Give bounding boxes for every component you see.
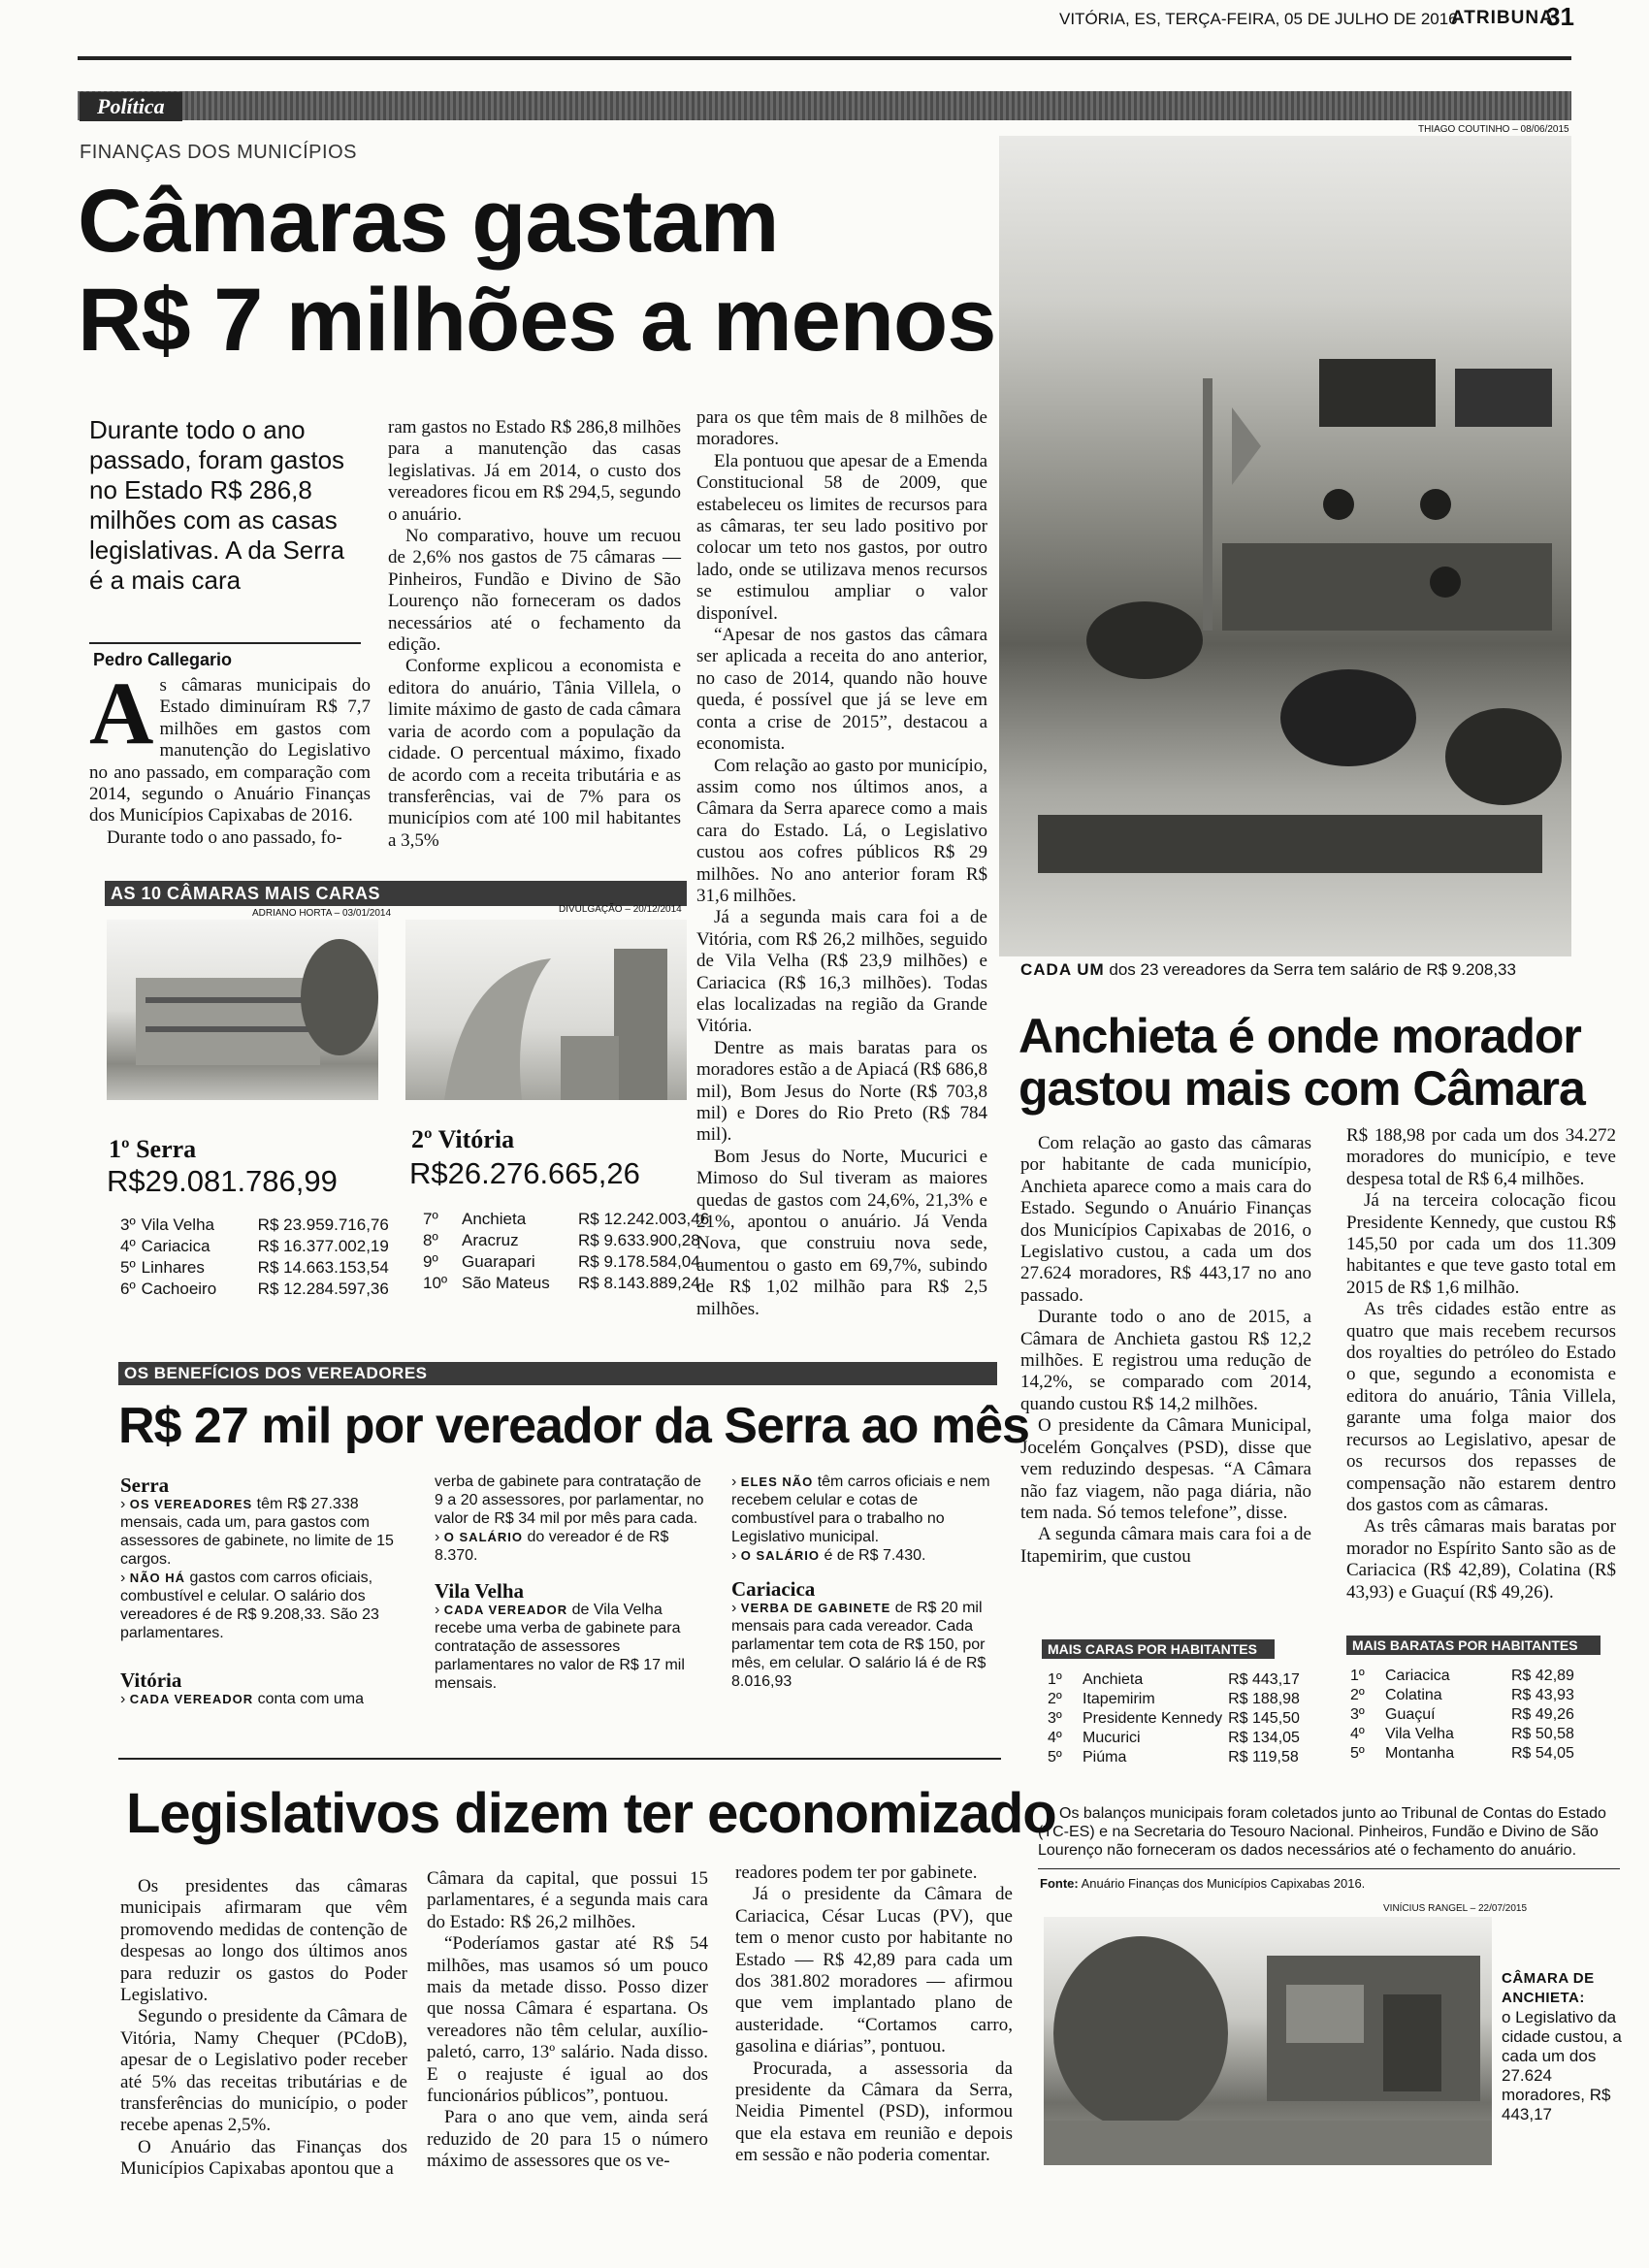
main-headline-line2: R$ 7 milhões a menos: [78, 271, 996, 370]
main-col3-p5: Já a segunda mais cara foi a de Vitória, com R$ 26,2 milhões, seguido de Vila Velha (R$ 23,9 milhões) e Cariacica (R$ 16,3 milhões). Todas elas localizadas na região da Grande Vitória.: [696, 907, 987, 1037]
source-line: [1040, 1876, 1365, 1891]
vitoria-item-1-cont: verba de gabinete para contratação de 9 a 20 assessores, por parlamentar, no valor de R$ 34 mil por mês para cada.: [435, 1474, 704, 1527]
anchieta-photo-caption: [1502, 1969, 1628, 2124]
main-photo-caption-lead: CADA UM: [1020, 960, 1105, 979]
vv-item-3: › O SALÁRIO é de R$ 7.430.: [731, 1547, 926, 1564]
table-row: 3º Guaçuí R$ 49,26: [1350, 1706, 1574, 1723]
table-row: 3º Vila Velha R$ 23.959.716,76: [120, 1215, 389, 1234]
beneficios-col-1: [120, 1476, 402, 1708]
anchieta-headline-line1: Anchieta é onde morador: [1018, 1009, 1581, 1063]
baratas-list: [1350, 1667, 1580, 1764]
beneficios-headline: R$ 27 mil por vereador da Serra ao mês: [118, 1398, 1029, 1454]
anchieta-col1-p2: Durante todo o ano de 2015, a Câmara de Anchieta gastou R$ 12,2 milhões. E registrou uma redução de 14,2%, se comparado com 2014, quando custou R$ 14,2 milhões.: [1020, 1307, 1311, 1414]
main-col3-p7: Bom Jesus do Norte, Mucurici e Mimoso do Sul tiveram as maiores quedas de gastos com 24,6%, 21,3% e 21%, apontou o anuário. Já Venda Nova, que construiu nova sede, aumentou o gasto em 69,7%, subindo de R$ 1,02 milhão para R$ 2,5 milhões.: [696, 1146, 987, 1319]
top10-right-list: [423, 1209, 715, 1294]
dropcap: A: [89, 664, 154, 762]
data-note: Os balanços municipais foram coletados junto ao Tribunal de Contas do Estado (TC-ES) e na Secretaria do Tesouro Nacional. Pinheiros, Fundão e Divino de São Lourenço não forneceram os dados necessários até o fechamento do anuário.: [1038, 1805, 1606, 1859]
anchieta-col2-p3: As três cidades estão entre as quatro que mais recebem recursos dos royalties do petróleo do Estado o que, segundo a economista e editora do anuário, Tânia Villela, garante uma folga maior dos recursos ao Legislativo, apesar de os recursos dos repasses de compensação não estarem dentro dos gastos com as câmaras.: [1346, 1299, 1616, 1515]
table-row: 2º Itapemirim R$ 188,98: [1048, 1691, 1300, 1707]
vv-title: Vila Velha: [435, 1579, 524, 1603]
serra-title: Serra: [120, 1474, 170, 1497]
section-tag: Política: [80, 92, 182, 121]
legis-col2-p3: Para o ano que vem, ainda será reduzido de 20 para 15 o número máximo de assessores que os ve-: [427, 2107, 708, 2172]
main-col-1: [89, 664, 371, 849]
table-row: 1º Anchieta R$ 443,17: [1048, 1671, 1300, 1688]
legislativos-col-2: [427, 1868, 708, 2173]
legislativos-headline: Legislativos dizem ter economizado: [126, 1782, 1056, 1845]
note-rule: [1038, 1868, 1620, 1869]
section-divider: [118, 1758, 1001, 1760]
vitoria-item-1: › CADA VEREADOR conta com uma: [120, 1691, 364, 1707]
anchieta-photo-caption-text: o Legislativo da cidade custou, a cada um dos 27.624 moradores, R$ 443,17: [1502, 2008, 1622, 2123]
paper-name: ATRIBUNA: [1451, 8, 1554, 28]
byline: Pedro Callegario: [93, 650, 233, 669]
legis-col2-p1: Câmara da capital, que possui 15 parlamentares, é a segunda mais cara do Estado: R$ 26,2 milhões.: [427, 1868, 708, 1932]
first-value: R$29.081.786,99: [107, 1164, 338, 1198]
top10-left-list: [120, 1215, 395, 1300]
legis-col1-p2: Segundo o presidente da Câmara de Vitória, Namy Chequer (PCdoB), apesar de o Legislativo poder receber até 5% das receitas tributárias e de transferências do município, o poder recebe apenas 2,5%.: [120, 2006, 407, 2136]
top-rule: [78, 56, 1571, 60]
table-row: 4º Mucurici R$ 134,05: [1048, 1730, 1300, 1746]
vv-item-2: › ELES NÃO têm carros oficiais e nem recebem celular e cotas de combustível para o trabalho no Legislativo municipal.: [731, 1474, 990, 1545]
caras-bar: MAIS CARAS POR HABITANTES: [1042, 1639, 1275, 1659]
vitoria-chamber-photo: [405, 920, 687, 1100]
main-col3-p1: para os que têm mais de 8 milhões de moradores.: [696, 407, 987, 450]
anchieta-col2-p1: R$ 188,98 por cada um dos 34.272 moradores do município, e teve despesa total de R$ 6,4 milhões.: [1346, 1125, 1616, 1189]
top10-credit-left: ADRIANO HORTA – 03/01/2014: [252, 908, 392, 919]
anchieta-col1-p4: A segunda câmara mais cara foi a de Itapemirim, que custou: [1020, 1524, 1311, 1567]
legis-col1-p3: O Anuário das Finanças dos Municípios Capixabas apontou que a: [120, 2136, 407, 2180]
caras-list: [1048, 1670, 1306, 1767]
baratas-bar: MAIS BARATAS POR HABITANTES: [1346, 1636, 1600, 1655]
main-col3-p6: Dentre as mais baratas para os moradores estão a de Apiacá (R$ 686,8 mil), Bom Jesus do Norte (R$ 703,8 mil) e Dores do Rio Preto (R$ 784 mil).: [696, 1037, 987, 1146]
main-col2-p2: No comparativo, houve um recuou de 2,6% nos gastos de 75 câmaras — Pinheiros, Fundão e Divino de São Lourenço não forneceram os dados necessários até o fechamento da edição.: [388, 526, 681, 656]
anchieta-chamber-photo: [1044, 1917, 1492, 2165]
table-row: 5º Piúma R$ 119,58: [1048, 1749, 1299, 1766]
main-col-2: [388, 417, 681, 852]
legis-col3-p3: Procurada, a assessoria da presidente da Câmara da Serra, Neidia Pimentel (PSD), informou que ela estava em reunião e depois em sessão e não poderia comentar.: [735, 2057, 1013, 2166]
main-col1-p1: s câmaras municipais do Estado diminuíram R$ 7,7 milhões em gastos com manutenção do Legislativo no ano passado, em comparação com 2014, segundo o Anuário Finanças dos Municípios Capixabas de 2016.: [89, 675, 371, 826]
top10-credit-right: DIVULGAÇÃO – 20/12/2014: [559, 904, 682, 915]
table-row: 7º Anchieta R$ 12.242.003,46: [423, 1210, 710, 1228]
table-row: 9º Guarapari R$ 9.178.584,04: [423, 1252, 700, 1271]
cariacica-item-1: › VERBA DE GABINETE de R$ 20 mil mensais para cada vereador. Cada parlamentar tem cota de R$ 150, por mês, em celular. O salário lá é de R$ 8.016,93: [731, 1600, 986, 1690]
anchieta-col2-p4: As três câmaras mais baratas por morador no Espírito Santo são as de Cariacica (R$ 42,89), Colatina (R$ 43,93) e Guaçuí (R$ 49,26).: [1346, 1516, 1616, 1603]
source-label: Fonte:: [1040, 1876, 1079, 1891]
vitoria-item-2: › O SALÁRIO do vereador é de R$ 8.370.: [435, 1529, 669, 1564]
legis-col3-p2: Já o presidente da Câmara de Cariacica, César Lucas (PV), que tem o menor custo por habitante no Estado — R$ 42,89 para cada um dos 381.802 moradores — afirmou que vem implantado plano de austeridade. “Cortamos carro, gasolina e diárias”, pontuou.: [735, 1884, 1013, 2057]
page-number: 31: [1546, 2, 1574, 31]
main-col1-p2: Durante todo o ano passado, fo-: [107, 826, 342, 848]
table-row: 1º Cariacica R$ 42,89: [1350, 1668, 1574, 1684]
table-row: 4º Cariacica R$ 16.377.002,19: [120, 1237, 389, 1255]
beneficios-col-2: [435, 1473, 706, 1693]
beneficios-bar: OS BENEFÍCIOS DOS VEREADORES: [118, 1362, 997, 1385]
serra-chamber-photo: [107, 920, 378, 1100]
anchieta-headline-line2: gastou mais com Câmara: [1018, 1061, 1585, 1116]
deck: Durante todo o ano passado, foram gastos no Estado R$ 286,8 milhões com as casas legislativas. A da Serra é a mais cara: [89, 415, 345, 595]
main-col-3: [696, 407, 987, 1320]
table-row: 6º Cachoeiro R$ 12.284.597,36: [120, 1280, 389, 1298]
table-row: 3º Presidente Kennedy R$ 145,50: [1048, 1710, 1300, 1727]
legislativos-col-3: [735, 1863, 1013, 2167]
second-rank: 2º Vitória: [411, 1125, 515, 1153]
vitoria-title: Vitória: [120, 1669, 182, 1692]
cariacica-title: Cariacica: [731, 1577, 816, 1601]
anchieta-col-1: [1020, 1133, 1311, 1568]
date-line: VITÓRIA, ES, TERÇA-FEIRA, 05 DE JULHO DE 2016: [1059, 10, 1458, 28]
table-row: 5º Linhares R$ 14.663.153,54: [120, 1258, 389, 1277]
legis-col2-p2: “Poderíamos gastar até R$ 54 milhões, mas usamos só um pouco mais da metade disso. Posso dizer que nossa Câmara é espartana. Os vereadores não têm celular, auxílio-paletó, carro, 13º salário. Nada disso. E o reajuste é igual ao dos funcionários públicos”, pontuou.: [427, 1933, 708, 2107]
table-row: 4º Vila Velha R$ 50,58: [1350, 1726, 1574, 1742]
main-headline-line1: Câmaras gastam: [78, 172, 779, 271]
anchieta-col1-p1: Com relação ao gasto das câmaras por habitante de cada município, Anchieta aparece como a mais cara do Estado. Segundo o Anuário Finanças dos Municípios Capixabas de 2016, o Legislativo custou, a cada um dos 27.624 moradores, R$ 443,17 no ano passado.: [1020, 1133, 1311, 1306]
anchieta-col1-p3: O presidente da Câmara Municipal, Jocelém Gonçalves (PSD), disse que vem reduzindo despesas. “A Câmara não faz viagem, não paga diária, não tem nada. Só temos telefone”, disse.: [1020, 1415, 1311, 1523]
anchieta-photo-caption-title: CÂMARA DE ANCHIETA:: [1502, 1970, 1595, 2006]
photo-credit-top: THIAGO COUTINHO – 08/06/2015: [1418, 124, 1569, 135]
main-col3-p2: Ela pontuou que apesar de a Emenda Constitucional 58 de 2009, que estabeleceu os limites de recursos para as câmaras, ter seu lado positivo por colocar um teto nos gastos, por outro lado, onde se utilizava menos recursos se estimulou ampliar o valor disponível.: [696, 450, 987, 624]
anchieta-col2-p2: Já na terceira colocação ficou Presidente Kennedy, que custou R$ 145,50 por cada um dos 11.309 habitantes e que teve gasto total em 2015 de R$ 1,6 milhão.: [1346, 1190, 1616, 1298]
table-row: 2º Colatina R$ 43,93: [1350, 1687, 1574, 1703]
first-rank: 1º Serra: [109, 1135, 197, 1163]
main-col2-p1: ram gastos no Estado R$ 286,8 milhões para a manutenção das casas legislativas. Já em 2014, o custo dos vereadores ficou em R$ 294,5, segundo o anuário.: [388, 417, 681, 525]
legislativos-col-1: [120, 1876, 407, 2181]
vv-item-1: › CADA VEREADOR de Vila Velha recebe uma verba de gabinete para contratação de assessores parlamentares no valor de R$ 17 mil mensais.: [435, 1602, 685, 1692]
legis-col3-p1: readores podem ter por gabinete.: [735, 1863, 978, 1883]
legis-col1-p1: Os presidentes das câmaras municipais afirmaram que vêm promovendo medidas de contenção de despesas ao longo dos últimos anos para reduzir os gastos do Poder Legislativo.: [120, 1876, 407, 2006]
main-photo-council-chamber: [999, 136, 1571, 956]
table-row: 8º Aracruz R$ 9.633.900,28: [423, 1231, 700, 1249]
main-col3-p3: “Apesar de nos gastos das câmara ser aplicada a receita do ano anterior, no caso de 2014, quando não houve queda, é possível que já se leve em conta a crise de 2015”, destacou a economista.: [696, 625, 987, 755]
serra-item-2: › NÃO HÁ gastos com carros oficiais, combustível e celular. O salário dos vereadores é de R$ 9.208,33. São 23 parlamentares.: [120, 1570, 379, 1641]
top10-bar: AS 10 CÂMARAS MAIS CARAS: [105, 881, 687, 906]
table-row: 10º São Mateus R$ 8.143.889,24: [423, 1274, 700, 1292]
main-col2-p3: Conforme explicou a economista e editora do anuário, Tânia Villela, o limite máximo de gasto de cada câmara varia de acordo com a população da cidade. O percentual máximo, fixado de acordo com a receita tributária e as transferências, vai de 7% para os municípios com até 100 mil habitantes a 3,5%: [388, 656, 681, 851]
anchieta-col-2: [1346, 1125, 1616, 1604]
main-col3-p4: Com relação ao gasto por município, assim como nos últimos anos, a Câmara da Serra aparece como a mais cara do Estado. Lá, o Legislativo custou aos cofres públicos R$ 29 milhões. No ano anterior foram R$ 31,6 milhões.: [696, 755, 987, 906]
main-photo-caption: [1020, 960, 1564, 980]
second-value: R$26.276.665,26: [409, 1156, 640, 1190]
table-row: 5º Montanha R$ 54,05: [1350, 1745, 1574, 1762]
source-text: Anuário Finanças dos Municípios Capixabas 2016.: [1081, 1876, 1366, 1891]
byline-rule: [89, 642, 361, 644]
main-photo-caption-text: dos 23 vereadores da Serra tem salário de R$ 9.208,33: [1109, 960, 1516, 979]
section-band: [78, 91, 1571, 120]
serra-item-1: › OS VEREADORES têm R$ 27.338 mensais, cada um, para gastos com assessores de gabinete, no limite de 15 cargos.: [120, 1496, 394, 1568]
anchieta-photo-credit: VINÍCIUS RANGEL – 22/07/2015: [1383, 1903, 1528, 1914]
beneficios-col-3: [731, 1473, 1003, 1691]
kicker: FINANÇAS DOS MUNICÍPIOS: [80, 142, 357, 163]
